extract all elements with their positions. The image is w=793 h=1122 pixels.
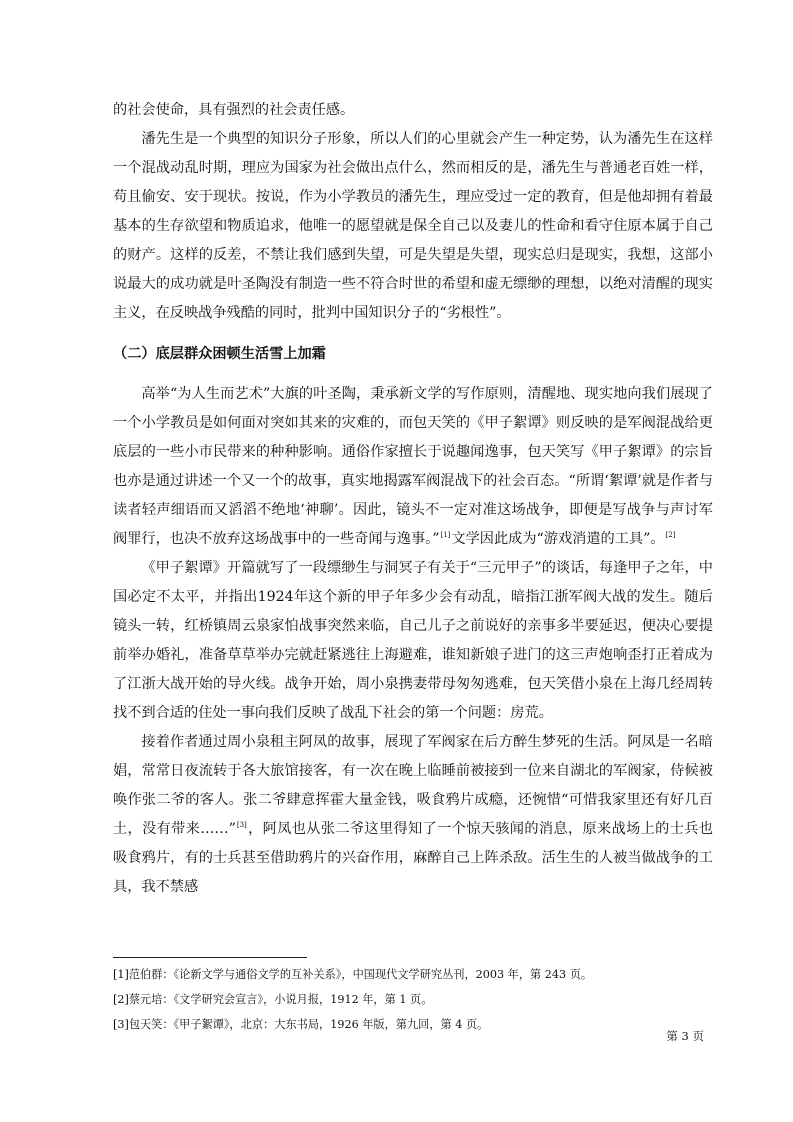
- paragraph-5-text-a: 接着作者通过周小泉租主阿凤的故事，展现了军阀家在后方醉生梦死的生活。阿凤是一名暗娼，常常日夜流转于各大旅馆接客，有一次在晚上临睡前被接到一位来自湖北的军阀家，侍候被唤作张二爷的客人。张二爷肆意挥霍大量金钱，吸食鸦片成瘾，还惋惜“可惜我家里还有好几百土，没有带来……”: [113, 734, 713, 837]
- paragraph-1: 的社会使命，具有强烈的社会责任感。: [113, 102, 355, 118]
- footnotes: [113, 962, 713, 1037]
- footnote-3: [3]包天笑：《甲子絮谭》，北京：大东书局，1926 年版，第九回，第 4 页。: [113, 1018, 489, 1031]
- paragraph-5-text-b: ，阿凤也从张二爷这里得知了一个惊天骇闻的消息，原来战场上的士兵也吸食鸦片，有的士兵甚至借助鸦片的兴奋作用，麻醉自己上阵杀敌。活生生的人被当做战争的工具，我不禁感: [113, 821, 713, 895]
- footnote-2: [2]蔡元培：《文学研究会宣言》，小说月报，1912 年，第 1 页。: [113, 993, 433, 1006]
- footnote-ref-2[interactable]: [2]: [665, 531, 676, 539]
- footnote-1: [1]范伯群：《论新文学与通俗文学的互补关系》，中国现代文学研究丛刊，2003 年，第 243 页。: [113, 968, 593, 981]
- page-number: 第 3 页: [666, 1029, 704, 1043]
- paragraph-3-text-b: 文学因此成为“游戏消遣的工具”。: [451, 531, 665, 547]
- paragraph-3: [113, 380, 713, 554]
- paragraph-5: [113, 728, 713, 902]
- section-heading: （二）底层群众困顿生活雪上加霜: [113, 346, 326, 362]
- footnote-divider: [113, 957, 307, 958]
- footnote-ref-1[interactable]: [1]: [440, 531, 451, 539]
- paragraph-2: 潘先生是一个典型的知识分子形象，所以人们的心里就会产生一种定势，认为潘先生在这样一个混战动乱时期，理应为国家为社会做出点什么，然而相反的是，潘先生与普通老百姓一样，苟且偷安、安于现状。按说，作为小学教员的潘先生，理应受过一定的教育，但是他却拥有着最基本的生存欲望和物质追求，他唯一的愿望就是保全自己以及妻儿的性命和看守住原本属于自己的财产。这样的反差，不禁让我们感到失望，可是失望是失望，现实总归是现实，我想，这部小说最大的成功就是叶圣陶没有制造一些不符合时世的希望和虚无缥缈的理想，以绝对清醒的现实主义，在反映战争残酷的同时，批判中国知识分子的“劣根性”。: [113, 131, 713, 321]
- paragraph-4: 《甲子絮谭》开篇就写了一段缥缈生与洞冥子有关于“三元甲子”的谈话，每逢甲子之年，中国必定不太平，并指出1924年这个新的甲子年多少会有动乱，暗指江浙军阀大战的发生。随后镜头一转，红桥镇周云泉家怕战事突然来临，自己儿子之前说好的亲事多半要延迟，便决心要提前举办婚礼，准备草草举办完就赶紧逃往上海避难，谁知新娘子进门的这三声炮响歪打正着成为了江浙大战开始的导火线。战争开始，周小泉携妻带母匆匆逃难，包天笑借小泉在上海几经周转找不到合适的住处一事向我们反映了战乱下社会的第一个问题：房荒。: [113, 560, 713, 721]
- paragraph-3-text-a: 高举“为人生而艺术”大旗的叶圣陶，秉承新文学的写作原则，清醒地、现实地向我们展现了一个小学教员是如何面对突如其来的灾难的，而包天笑的《甲子絮谭》则反映的是军阀混战给更底层的一些小市民带来的种种影响。通俗作家擅长于说趣闻逸事，包天笑写《甲子絮谭》的宗旨也亦是通过讲述一个又一个的故事，真实地揭露军阀混战下的社会百态。“所谓‘絮谭’就是作者与读者轻声细语而又滔滔不绝地‘神聊’。因此，镜头不一定对准这场战争，即便是写战争与声讨军阀罪行，也决不放弃这场战事中的一些奇闻与逸事。”: [113, 386, 713, 547]
- body-text: [113, 96, 713, 902]
- footnote-ref-3[interactable]: [3]: [236, 821, 247, 829]
